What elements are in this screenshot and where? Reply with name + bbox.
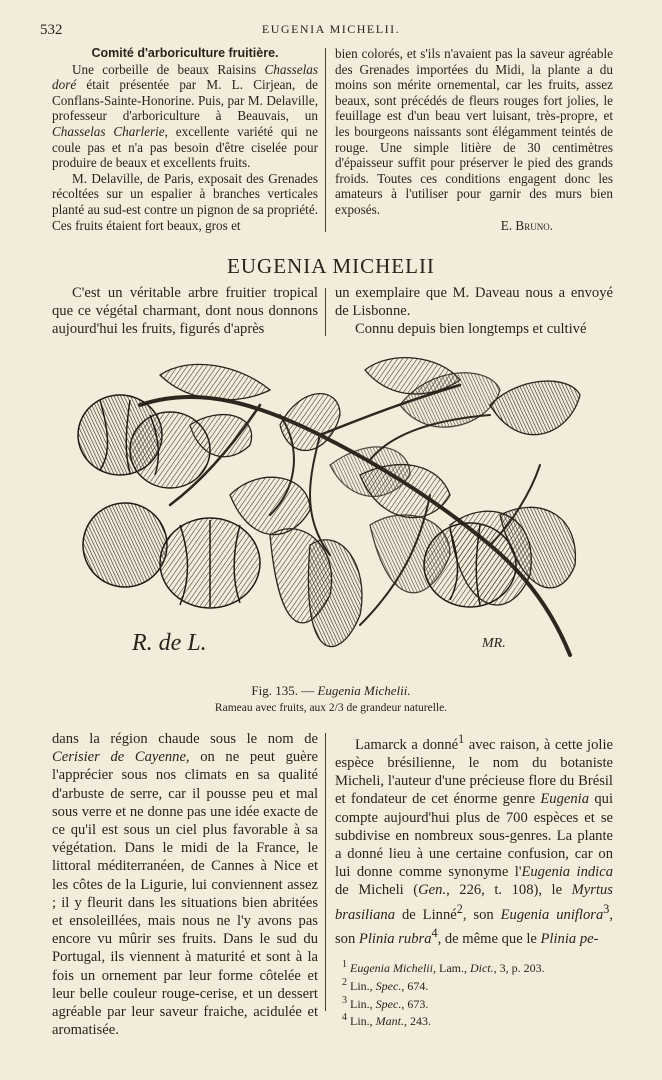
page-number: 532 [40,22,63,38]
running-head: EUGENIA MICHELII. [261,22,401,36]
paragraph: M. Delaville, de Paris, exposait des Grenades récoltées sur un espalier à branches verticales planté au sud-est contre un pignon de sa propriété. Ces fruits étaient fort beaux, gros et [52,170,318,233]
footnotes [340,958,620,1029]
column-rule [325,733,326,1011]
engraver-signature: R. de L. [132,630,207,656]
botanical-engraving [70,345,590,675]
paragraph: bien colorés, et s'ils n'avaient pas la saveur agréable des Grenades importées du Midi, la plante a du moins son mérite ornemental, car les fruits, assez beaux, sont précédés de fleurs rouges fort jolies, le feuillage est d'un beau vert luisant, très-propre, et les bourgeons naissants sont élégamment teintés de rouge. Une simple litière de 30 centimètres d'épaisseur suffit pour préserver le pied des grands froids. Toutes ces conditions engagent donc les amateurs à l'utiliser pour garnir des murs bien exposés. [335,46,613,217]
section-title: Comité d'arboriculture fruitière. [91,46,279,60]
figure-caption: Fig. 135. — Eugenia Michelii. [251,683,411,698]
author-signature: E. Bruno. [500,217,553,233]
paragraph: un exemplaire que M. Daveau nous a envoyé de Lisbonne. [335,285,613,320]
paragraph: Connu depuis bien longtemps et cultivé [355,321,587,338]
article-title: EUGENIA MICHELII [227,254,435,278]
top-left-column [52,46,318,233]
footnote: $^1$ Eugenia Michelii, Lam., Dict., 3, p. 203. [342,959,545,975]
bottom-right-column [335,730,613,948]
top-right-column [335,46,613,233]
bottom-left-column [52,730,318,1039]
figure-subcaption: Rameau avec fruits, aux 2/3 de grandeur naturelle. [214,702,448,714]
footnote: $^3$ Lin., Spec., 673. [342,994,429,1011]
artist-signature: MR. [482,636,506,651]
paragraph: Une corbeille de beaux Raisins Chasselas doré était présentée par M. L. Cirjean, de Conflans-Sainte-Honorine. Puis, par M. Delaville, professeur d'arboriculture à Beauvais, un Chasselas Charlerie, excellente variété qui ne coule pas et n'a pas besoin d'être ciselée pour produire de beaux et excellents fruits. [52,61,318,171]
paragraph: C'est un véritable arbre fruitier tropical que ce végétal charmant, dont nous donnons aujourd'hui les fruits, figurés d'après [52,285,318,338]
paragraph: dans la région chaude sous le nom de Cerisier de Cayenne, on ne peut guère l'apprécier sous nos climats en sa qualité d'arbuste de serre, car il pousse peu et mal sous verre et ne donne pas une idée exacte de ce qu'il est sous un ciel plus favorable à sa végétation. Dans le midi de la France, le littoral méditerranéen, de Cannes à Nice et les côtes de la Ligurie, lui conviennent assez ; il y fleurit dans les situations bien abritées et ensoleillées, mais nous ne l'y avons pas encore vu mûrir ses fruits. Dans le sud du Portugal, ils viennent à maturité et sont à la fois un ornement par leur forme côtelée et leur belle couleur rouge-cerise, et un dessert agréable par leur saveur fraiche, acidulée et aromatisée. [52,731,318,1039]
footnote: $^4$ Lin., Mant., 243. [342,1012,432,1029]
column-rule [325,48,326,232]
footnote: $^2$ Lin., Spec., 674. [342,976,429,993]
column-rule [325,288,326,336]
intro-right-column [335,284,613,339]
paragraph: Lamarck a donné$^1$ avec raison, à cette jolie espèce brésilienne, le nom du botaniste Micheli, l'auteur d'une précieuse flore du Brésil et fondateur de cet énorme genre Eugenia qui compte aujourd'hui plus de 700 espèces et se subdivise en nombreux sous-genres. La plante a donné lieu à une certaine confusion, car on lui donne comme synonyme l'Eugenia indica de Micheli (Gen., 226, t. 108), le Myrtus brasiliana de Linné$^2$, son Eugenia uniflora$^3$, son Plinia rubra$^4$, de même que le Plinia pe- [335,732,614,947]
intro-left-column [52,284,318,339]
